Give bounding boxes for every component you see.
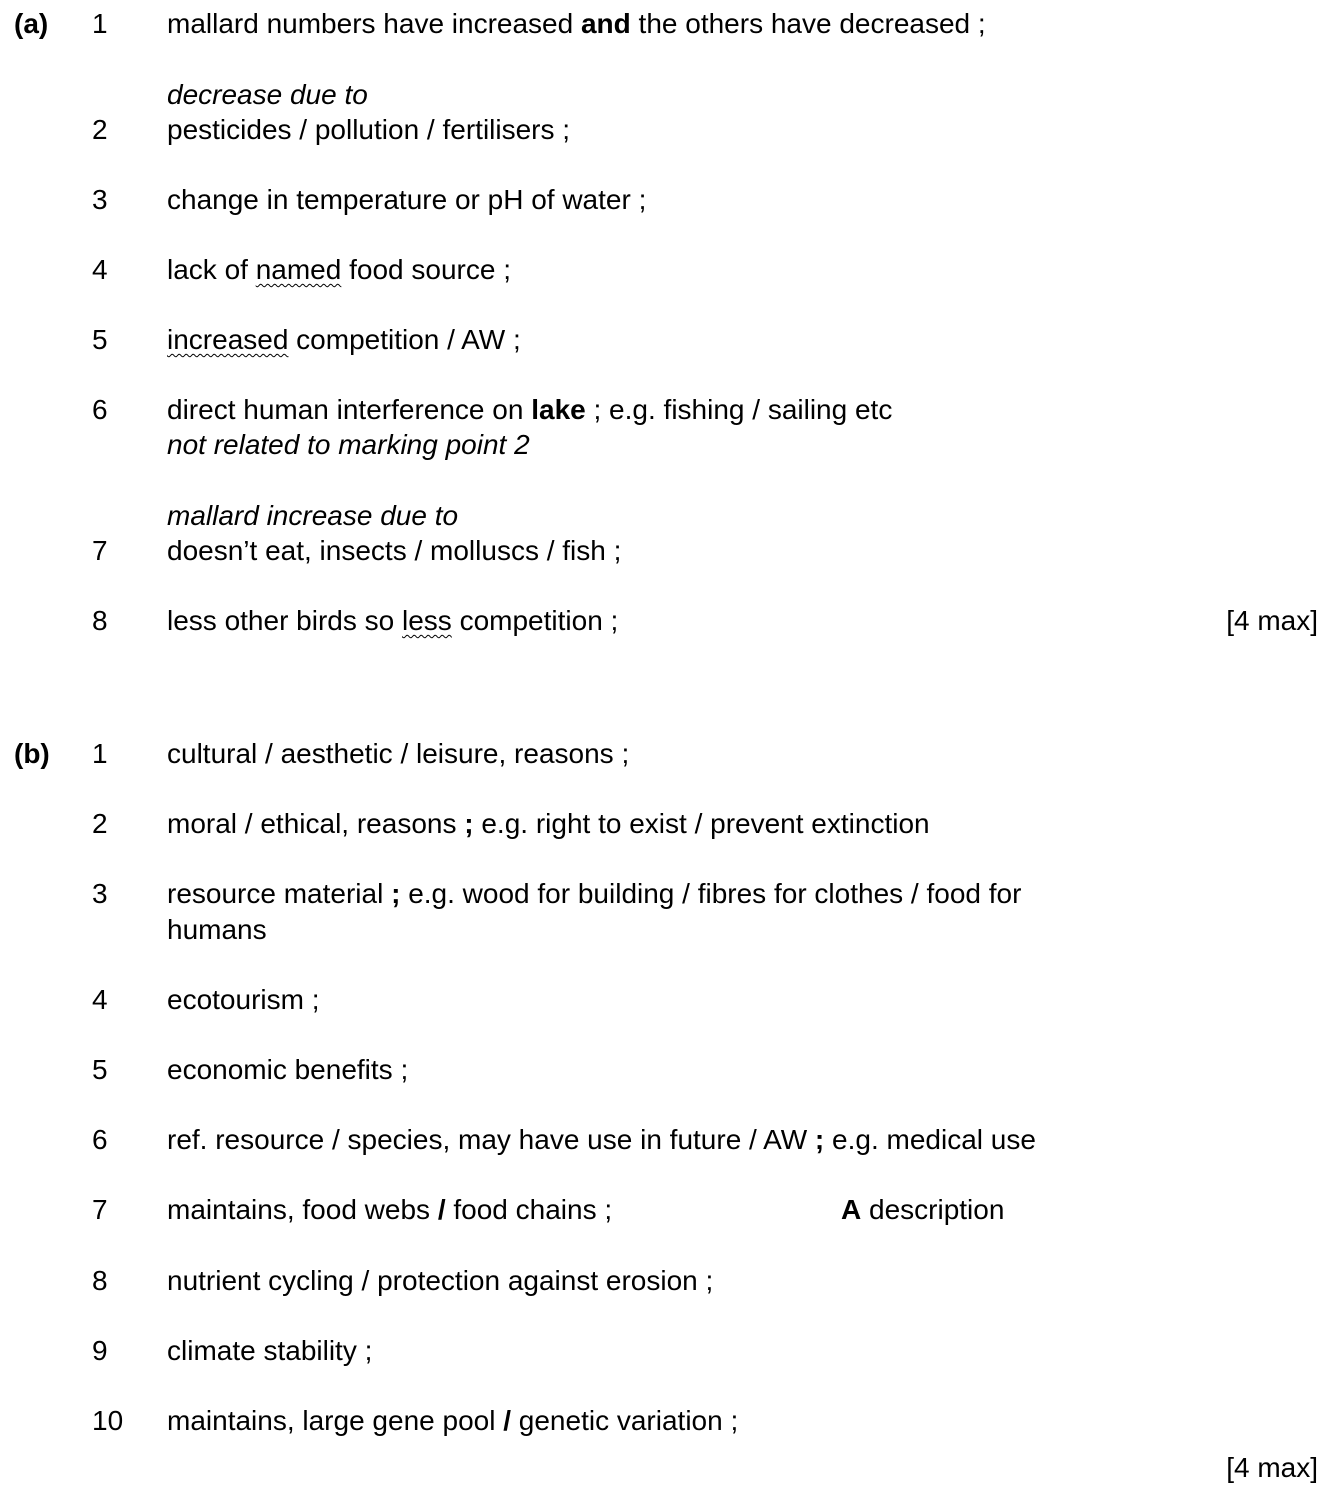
b-item-9-number: 9 — [92, 1335, 108, 1366]
a-item-7-number: 7 — [92, 535, 108, 566]
b-item-1-number: 1 — [92, 738, 108, 769]
b-item-5-number: 5 — [92, 1054, 108, 1085]
a-max-marks: [4 max] — [1226, 605, 1318, 636]
b-item-3-text-line2: humans — [167, 914, 267, 945]
a-item-2-number: 2 — [92, 114, 108, 145]
b-item-4-text: ecotourism ; — [167, 984, 320, 1015]
a-item-7-text: doesn’t eat, insects / molluscs / fish ; — [167, 535, 622, 566]
part-a-label: (a) — [14, 8, 49, 39]
b-item-4-number: 4 — [92, 984, 108, 1015]
b-item-10-text: maintains, large gene pool / genetic variation ; — [167, 1405, 739, 1436]
a-item-3-number: 3 — [92, 184, 108, 215]
b-item-6-text: ref. resource / species, may have use in future / AW ; e.g. medical use — [167, 1124, 1036, 1155]
b-max-marks: [4 max] — [1226, 1452, 1318, 1483]
a-item-6-note: not related to marking point 2 — [167, 429, 530, 460]
b-item-6-number: 6 — [92, 1124, 108, 1155]
b-item-10-number: 10 — [92, 1405, 124, 1436]
a-item-6-number: 6 — [92, 394, 108, 425]
a-item-3-text: change in temperature or pH of water ; — [167, 184, 647, 215]
part-b-label: (b) — [14, 738, 50, 769]
a-item-5-text: increased competition / AW ; — [167, 324, 521, 355]
a-item-8-number: 8 — [92, 605, 108, 636]
b-item-3-number: 3 — [92, 878, 108, 909]
b-item-3-text: resource material ; e.g. wood for building / fibres for clothes / food for — [167, 878, 1022, 909]
a-item-6-text: direct human interference on lake ; e.g. fishing / sailing etc — [167, 394, 893, 425]
b-item-8-text: nutrient cycling / protection against erosion ; — [167, 1265, 714, 1296]
a-heading-mallard-increase: mallard increase due to — [167, 500, 459, 531]
a-item-1-text: mallard numbers have increased and the others have decreased ; — [167, 8, 986, 39]
a-item-1-number: 1 — [92, 8, 108, 39]
a-item-8-text: less other birds so less competition ; — [167, 605, 619, 636]
a-item-4-text: lack of named food source ; — [167, 254, 511, 285]
b-item-7-text: maintains, food webs / food chains ; — [167, 1194, 613, 1225]
b-item-2-number: 2 — [92, 808, 108, 839]
b-item-1-text: cultural / aesthetic / leisure, reasons ; — [167, 738, 630, 769]
b-item-7-number: 7 — [92, 1194, 108, 1225]
a-item-2-text: pesticides / pollution / fertilisers ; — [167, 114, 571, 145]
a-item-4-number: 4 — [92, 254, 108, 285]
b-item-7-alternative: A description — [841, 1194, 1005, 1225]
b-item-2-text: moral / ethical, reasons ; e.g. right to exist / prevent extinction — [167, 808, 930, 839]
b-item-8-number: 8 — [92, 1265, 108, 1296]
a-heading-decrease: decrease due to — [167, 79, 368, 110]
b-item-9-text: climate stability ; — [167, 1335, 373, 1366]
b-item-5-text: economic benefits ; — [167, 1054, 409, 1085]
a-item-5-number: 5 — [92, 324, 108, 355]
